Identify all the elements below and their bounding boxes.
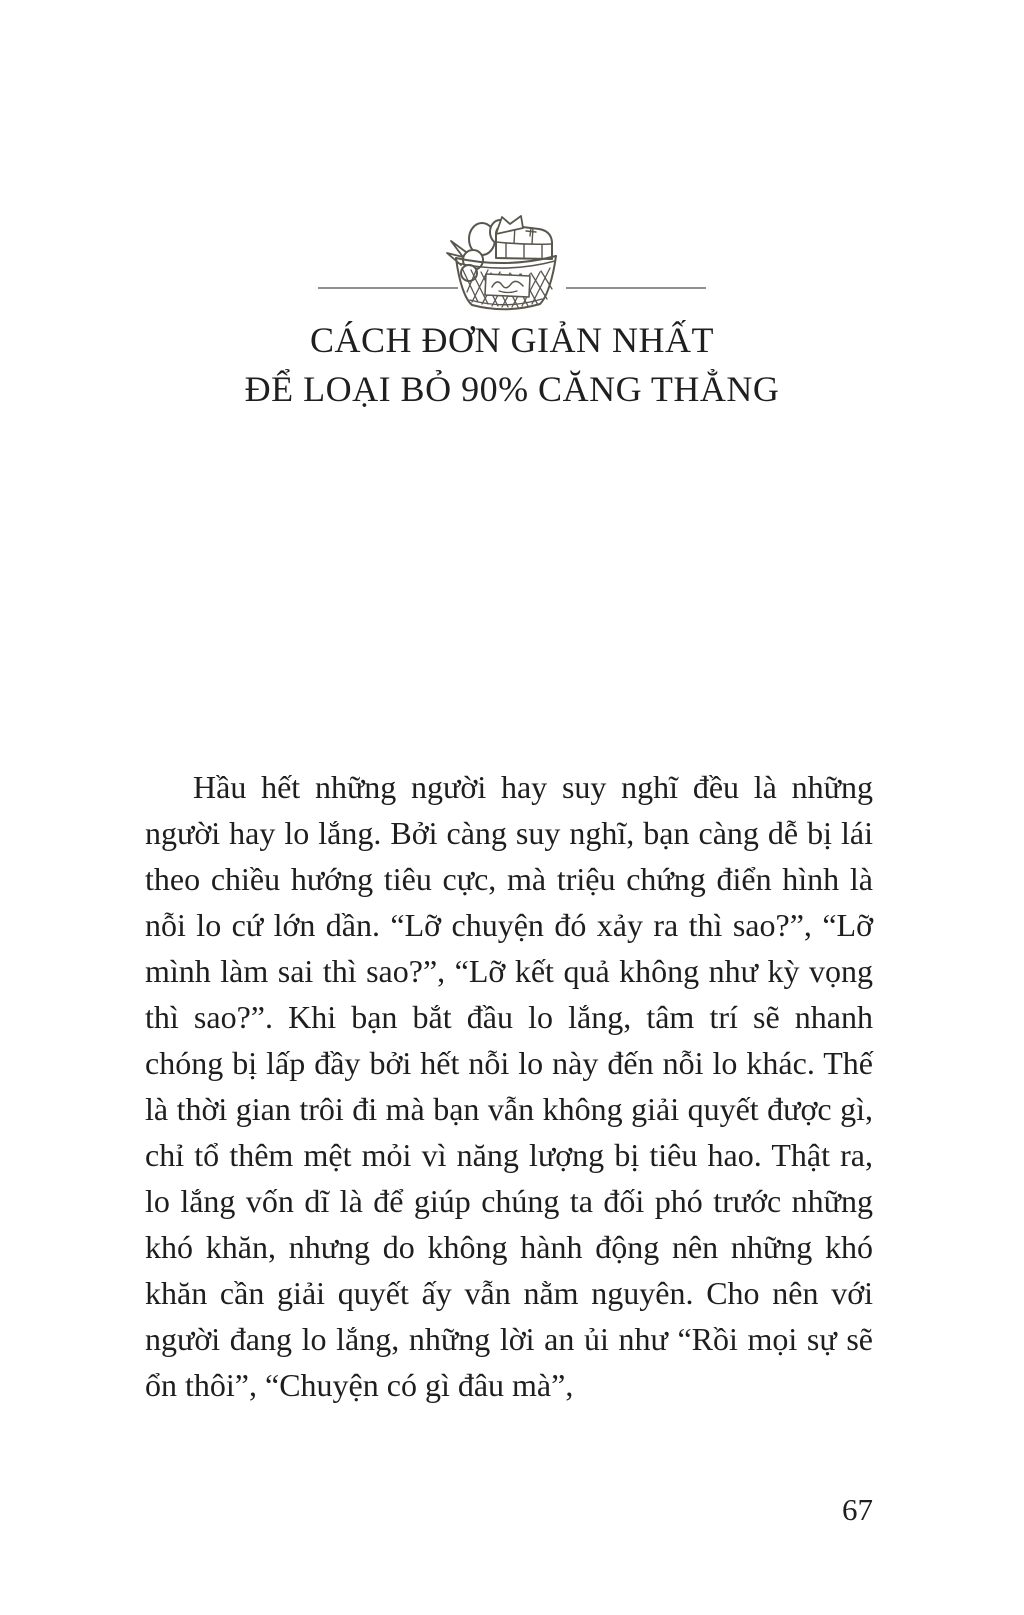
- chapter-title: [0, 316, 1024, 414]
- grocery-basket-icon: [436, 212, 576, 316]
- chapter-paragraph: Hầu hết những người hay suy nghĩ đều là những người hay lo lắng. Bởi càng suy nghĩ, bạn càng dễ bị lái theo chiều hướng tiêu cực, mà triệu chứng điển hình là nỗi lo cứ lớn dần. “Lỡ chuyện đó xảy ra thì sao?”, “Lỡ mình làm sai thì sao?”, “Lỡ kết quả không như kỳ vọng thì sao?”. Khi bạn bắt đầu lo lắng, tâm trí sẽ nhanh chóng bị lấp đầy bởi hết nỗi lo này đến nỗi lo khác. Thế là thời gian trôi đi mà bạn vẫn không giải quyết được gì, chỉ tổ thêm mệt mỏi vì năng lượng bị tiêu hao. Thật ra, lo lắng vốn dĩ là để giúp chúng ta đối phó trước những khó khăn, nhưng do không hành động nên những khó khăn cần giải quyết ấy vẫn nằm nguyên. Cho nên với người đang lo lắng, những lời an ủi như “Rồi mọi sự sẽ ổn thôi”, “Chuyện có gì đâu mà”,: [145, 769, 873, 1403]
- chapter-title-line1: CÁCH ĐƠN GIẢN NHẤT: [310, 320, 714, 360]
- chapter-title-line2: ĐỂ LOẠI BỎ 90% CĂNG THẲNG: [244, 369, 780, 409]
- divider-line-right: [566, 287, 706, 289]
- page-number: 67: [842, 1492, 873, 1527]
